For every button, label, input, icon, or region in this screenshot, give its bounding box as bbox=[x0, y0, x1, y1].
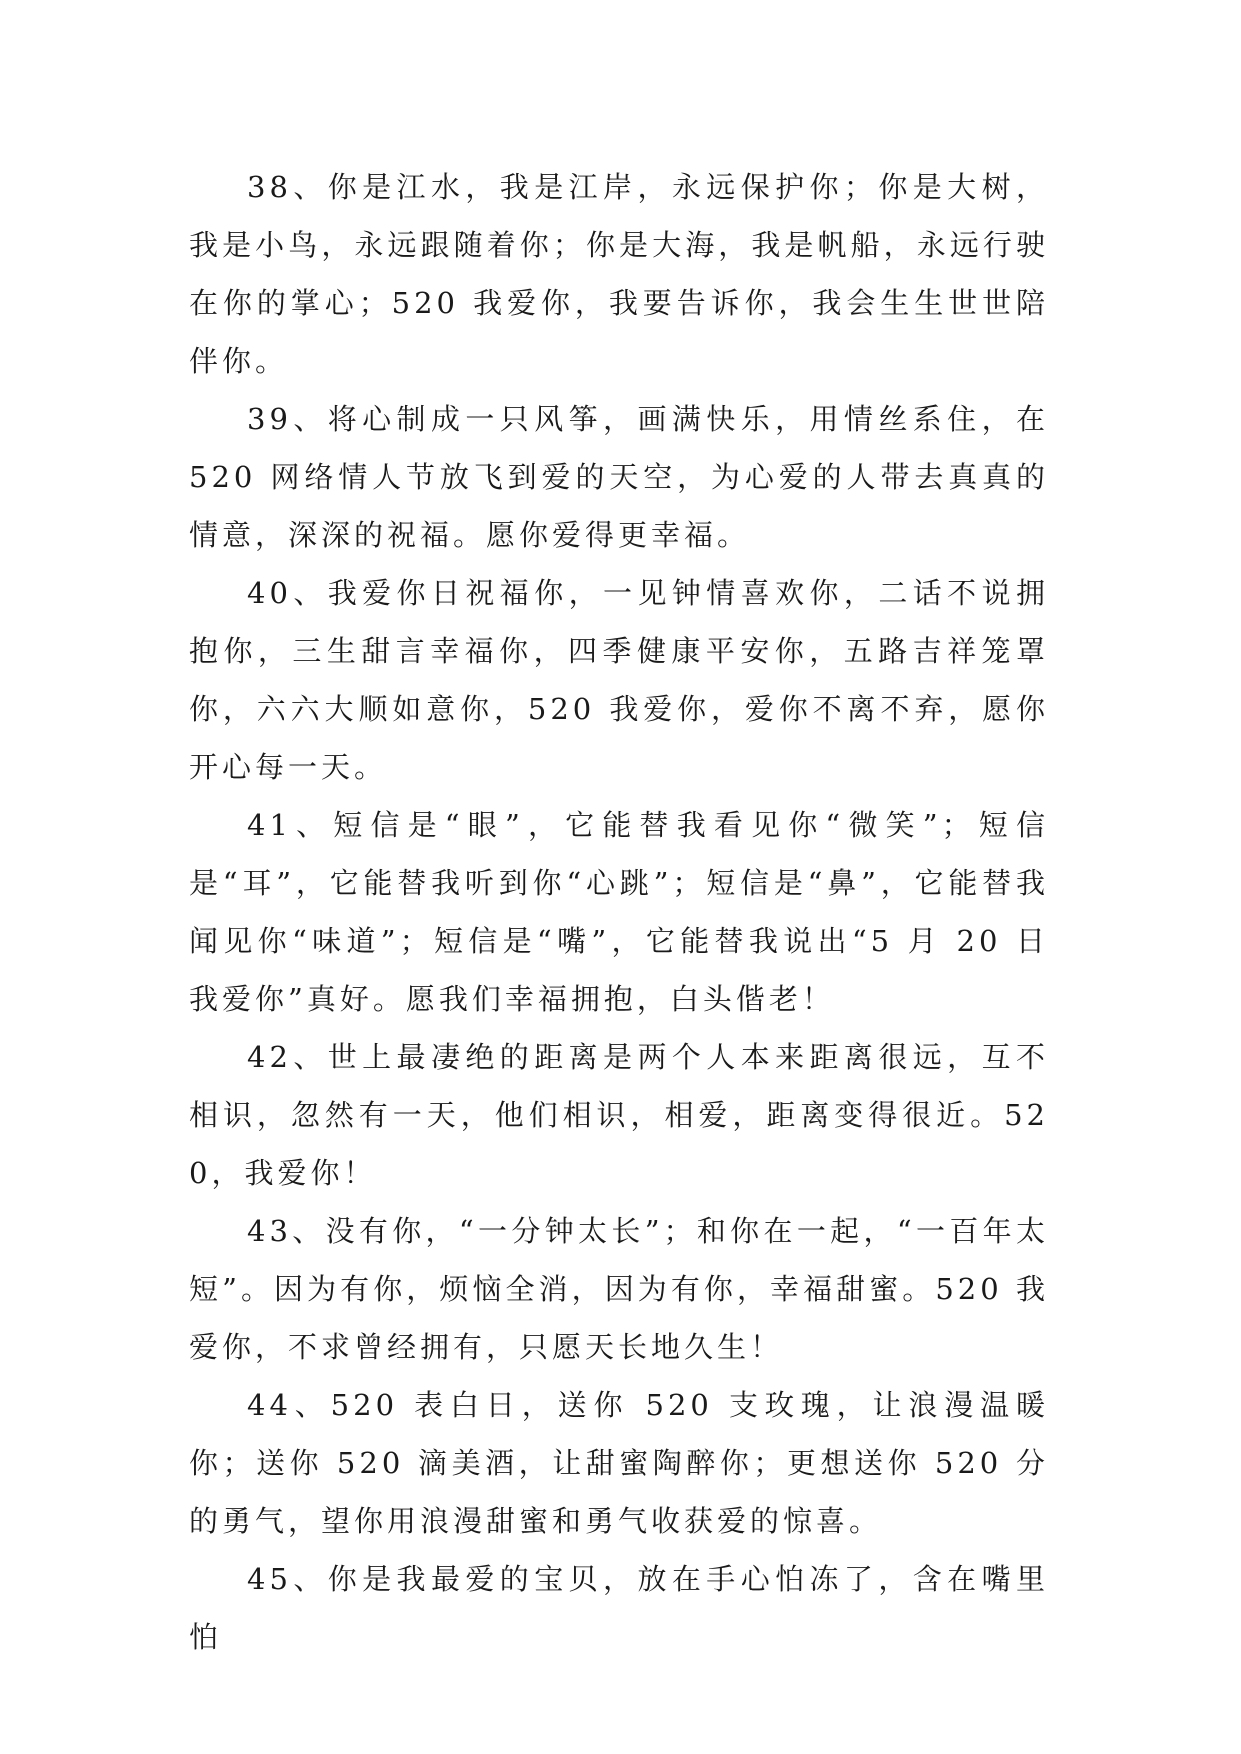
paragraph-43: 43、没有你，“一分钟太长”；和你在一起，“一百年太短”。因为有你，烦恼全消，因为有你，幸福甜蜜。520 我爱你，不求曾经拥有，只愿天长地久生！ bbox=[189, 1214, 1049, 1364]
paragraph-38: 38、你是江水，我是江岸，永远保护你；你是大树，我是小鸟，永远跟随着你；你是大海，我是帆船，永远行驶在你的掌心；520 我爱你，我要告诉你，我会生生世世陪伴你。 bbox=[189, 170, 1049, 378]
paragraph-41: 41、短信是“眼”，它能替我看见你“微笑”；短信是“耳”，它能替我听到你“心跳”；短信是“鼻”，它能替我闻见你“味道”；短信是“嘴”，它能替我说出“5 月 20 日我爱你”真好。愿我们幸福拥抱，白头偕老！ bbox=[189, 808, 1049, 1016]
paragraph-40: 40、我爱你日祝福你，一见钟情喜欢你，二话不说拥抱你，三生甜言幸福你，四季健康平安你，五路吉祥笼罩你，六六大顺如意你，520 我爱你，爱你不离不弃，愿你开心每一天。 bbox=[189, 576, 1049, 784]
paragraph-44: 44、520 表白日，送你 520 支玫瑰，让浪漫温暖你；送你 520 滴美酒，让甜蜜陶醉你；更想送你 520 分的勇气，望你用浪漫甜蜜和勇气收获爱的惊喜。 bbox=[189, 1388, 1049, 1538]
paragraph-45: 45、你是我最爱的宝贝，放在手心怕冻了，含在嘴里怕 bbox=[189, 1562, 1049, 1654]
paragraph-39: 39、将心制成一只风筝，画满快乐，用情丝系住，在 520 网络情人节放飞到爱的天空，为心爱的人带去真真的情意，深深的祝福。愿你爱得更幸福。 bbox=[189, 402, 1049, 552]
document-body bbox=[189, 158, 1049, 1666]
paragraph-42: 42、世上最凄绝的距离是两个人本来距离很远，互不相识，忽然有一天，他们相识，相爱，距离变得很近。520，我爱你！ bbox=[189, 1040, 1049, 1190]
